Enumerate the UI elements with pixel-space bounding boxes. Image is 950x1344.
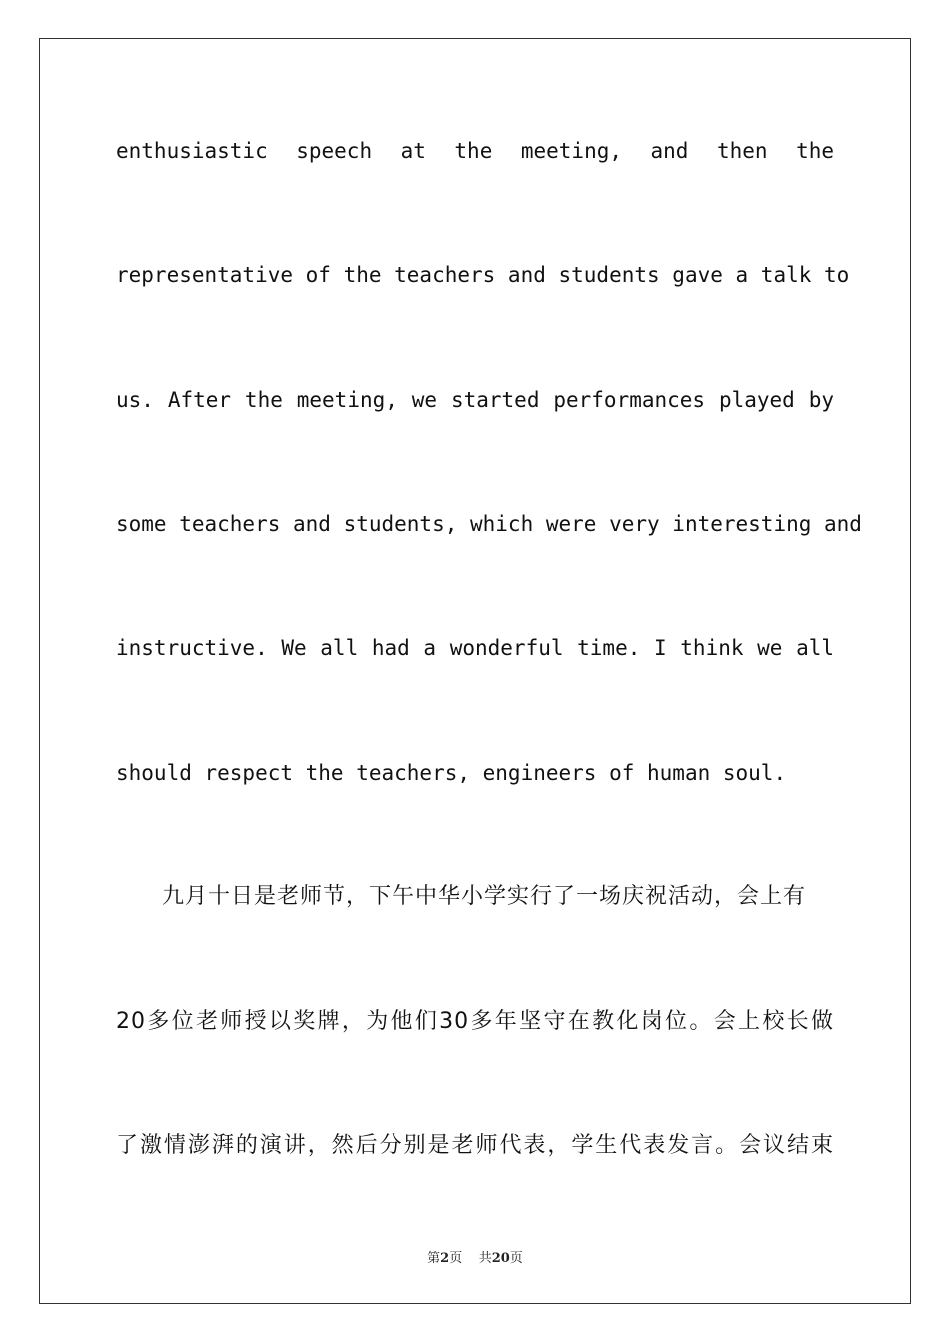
footer-total-pages: 20 — [491, 1251, 510, 1266]
page-footer — [0, 1247, 950, 1266]
english-line-5: instructive. We all had a wonderful time. I think we all — [116, 636, 834, 660]
footer-total-suffix: 页 — [509, 1251, 523, 1266]
footer-prefix: 第 — [427, 1251, 441, 1266]
footer-total-prefix: 共 — [478, 1251, 492, 1266]
footer-page-suffix: 页 — [449, 1251, 463, 1266]
english-line-2: representative of the teachers and students gave a talk to — [116, 263, 850, 287]
english-line-1: enthusiastic speech at the meeting, and then the — [116, 139, 834, 163]
chinese-line-2: 20多位老师授以奖牌，为他们30多年坚守在教化岗位。会上校长做 — [116, 1009, 834, 1034]
english-line-6: should respect the teachers, engineers of human soul. — [116, 761, 787, 785]
english-line-4: some teachers and students, which were very interesting and — [116, 512, 862, 536]
footer-page-number: 2 — [440, 1251, 450, 1266]
chinese-line-3: 了激情澎湃的演讲，然后分别是老师代表，学生代表发言。会议结束 — [116, 1133, 834, 1158]
page-border — [39, 38, 911, 1304]
chinese-line-1: 九月十日是老师节，下午中华小学实行了一场庆祝活动，会上有 — [162, 884, 807, 909]
english-line-3: us. After the meeting, we started performances played by — [116, 388, 834, 412]
